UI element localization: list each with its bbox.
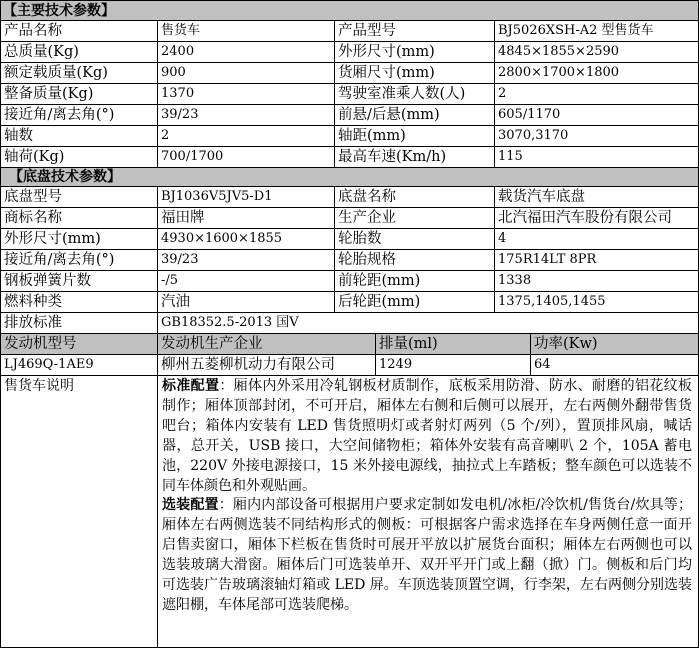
main-row-product (1, 21, 699, 42)
engine-value-row (1, 355, 699, 376)
main-row-curb (1, 84, 699, 105)
value-fuel-type: 汽油 (158, 292, 335, 313)
value-axle-count: 2 (158, 126, 335, 147)
main-section-header (1, 1, 699, 21)
label-overall-dimensions: 外形尺寸(mm) (335, 42, 495, 63)
value-tire-count: 4 (495, 229, 699, 250)
label-axle-load: 轴荷(Kg) (1, 147, 158, 168)
value-tire-spec: 175R14LT 8PR (495, 250, 699, 271)
optional-config-title: 选装配置 (162, 497, 219, 514)
chassis-section-title: 【底盘技术参数】 (1, 168, 699, 187)
value-product-model: BJ5026XSH-A2 型售货车 (495, 21, 699, 42)
chassis-row-emission (1, 313, 699, 334)
label-approach-departure: 接近角/离去角(°) (1, 105, 158, 126)
main-row-axle-load (1, 147, 699, 168)
label-fuel-type: 燃料种类 (1, 292, 158, 313)
value-emission-standard: GB18352.5-2013 国Ⅴ (158, 313, 699, 334)
label-rear-track: 后轮距(mm) (335, 292, 495, 313)
value-overall-dimensions: 4845×1855×2590 (495, 42, 699, 63)
header-engine-model: 发动机型号 (1, 334, 158, 355)
value-cargo-dimensions: 2800×1700×1800 (495, 63, 699, 84)
main-row-mass (1, 42, 699, 63)
main-section-title: 【主要技术参数】 (1, 1, 699, 21)
label-cargo-dimensions: 货厢尺寸(mm) (335, 63, 495, 84)
value-brand: 福田牌 (158, 208, 335, 229)
value-rated-load: 900 (158, 63, 335, 84)
label-brand: 商标名称 (1, 208, 158, 229)
label-manufacturer: 生产企业 (335, 208, 495, 229)
value-front-rear-overhang: 605/1170 (495, 105, 699, 126)
label-tire-count: 轮胎数 (335, 229, 495, 250)
value-engine-model: LJ469Q-1AE9 (1, 355, 158, 376)
value-rear-track: 1375,1405,1455 (495, 292, 699, 313)
value-product-name: 售货车 (158, 21, 335, 42)
label-rated-load: 额定载质量(Kg) (1, 63, 158, 84)
label-cab-seats: 驾驶室准乘人数(人) (335, 84, 495, 105)
label-leaf-springs: 钢板弹簧片数 (1, 271, 158, 292)
label-chassis-name: 底盘名称 (335, 187, 495, 208)
header-engine-manufacturer: 发动机生产企业 (158, 334, 376, 355)
label-front-track: 前轮距(mm) (335, 271, 495, 292)
label-chassis-dimensions: 外形尺寸(mm) (1, 229, 158, 250)
value-displacement: 1249 (376, 355, 531, 376)
chassis-row-fuel (1, 292, 699, 313)
chassis-row-springs (1, 271, 699, 292)
label-chassis-approach-departure: 接近角/离去角(°) (1, 250, 158, 271)
value-curb-mass: 1370 (158, 84, 335, 105)
optional-config-text: ：厢内内部设备可根据用户要求定制如发电机/冰柜/冷饮机/售货台/炊具等；厢体左右两侧选装不同结构形式的侧板：可根据客户需求选择在车身两侧任意一面开启售卖窗口，厢体下栏板在售货时可展开平放以扩展货台面积；厢体左右两侧也可以选装玻璃大滑窗。厢体后门可选装单开、双开平开门或上翻（掀）门。侧板和后门均可选装广告玻璃滚轴灯箱或 LED 屏。车顶选装顶置空调，行李架，左右两侧分别选装遮阳棚，车体尾部可选装爬梯。 (162, 497, 692, 613)
chassis-section-header (1, 168, 699, 187)
value-total-mass: 2400 (158, 42, 335, 63)
header-power: 功率(Kw) (531, 334, 699, 355)
main-row-angles (1, 105, 699, 126)
value-approach-departure: 39/23 (158, 105, 335, 126)
label-tire-spec: 轮胎规格 (335, 250, 495, 271)
value-front-track: 1338 (495, 271, 699, 292)
chassis-row-angles (1, 250, 699, 271)
description-body (158, 376, 699, 648)
description-row (1, 376, 699, 648)
label-curb-mass: 整备质量(Kg) (1, 84, 158, 105)
engine-header-row (1, 334, 699, 355)
main-row-axles (1, 126, 699, 147)
engine-table (0, 333, 699, 648)
label-front-rear-overhang: 前悬/后悬(mm) (335, 105, 495, 126)
label-chassis-model: 底盘型号 (1, 187, 158, 208)
header-displacement: 排量(ml) (376, 334, 531, 355)
value-max-speed: 115 (495, 147, 699, 168)
value-chassis-approach-departure: 39/23 (158, 250, 335, 271)
chassis-row-brand (1, 208, 699, 229)
value-cab-seats: 2 (495, 84, 699, 105)
value-chassis-dimensions: 4930×1600×1855 (158, 229, 335, 250)
label-emission-standard: 排放标准 (1, 313, 158, 334)
chassis-row-model (1, 187, 699, 208)
standard-config-title: 标准配置 (162, 378, 220, 394)
value-manufacturer: 北汽福田汽车股份有限公司 (495, 208, 699, 229)
description-label: 售货车说明 (1, 376, 158, 648)
label-axle-count: 轴数 (1, 126, 158, 147)
chassis-row-dimensions (1, 229, 699, 250)
label-product-name: 产品名称 (1, 21, 158, 42)
value-chassis-name: 载货汽车底盘 (495, 187, 699, 208)
standard-config-text: ：厢体内外采用冷轧钢板材质制作，底板采用防滑、防水、耐磨的铝花纹板制作；厢体顶部封闭，不可开启，厢体左右侧和后侧可以展开，左右两侧外翻带售货吧台；箱体内安装有 LED 售货照明灯或者射灯两列（5 个/列），置顶排风扇，喊话器，总开关，USB 接口，大空间储物柜；箱体外安装有高音喇叭 2 个，105A 蓄电池，220V 外接电源接口，15 米外接电源线，抽拉式上车踏板；整车颜色可以选装不同车体颜色和外观贴画。 (162, 378, 693, 494)
label-total-mass: 总质量(Kg) (1, 42, 158, 63)
value-engine-manufacturer: 柳州五菱柳机动力有限公司 (158, 355, 376, 376)
value-power: 64 (531, 355, 699, 376)
label-wheelbase: 轴距(mm) (335, 126, 495, 147)
label-max-speed: 最高车速(Km/h) (335, 147, 495, 168)
main-row-load (1, 63, 699, 84)
label-product-model: 产品型号 (335, 21, 495, 42)
value-wheelbase: 3070,3170 (495, 126, 699, 147)
value-chassis-model: BJ1036V5JV5-D1 (158, 187, 335, 208)
value-leaf-springs: -/5 (158, 271, 335, 292)
value-axle-load: 700/1700 (158, 147, 335, 168)
